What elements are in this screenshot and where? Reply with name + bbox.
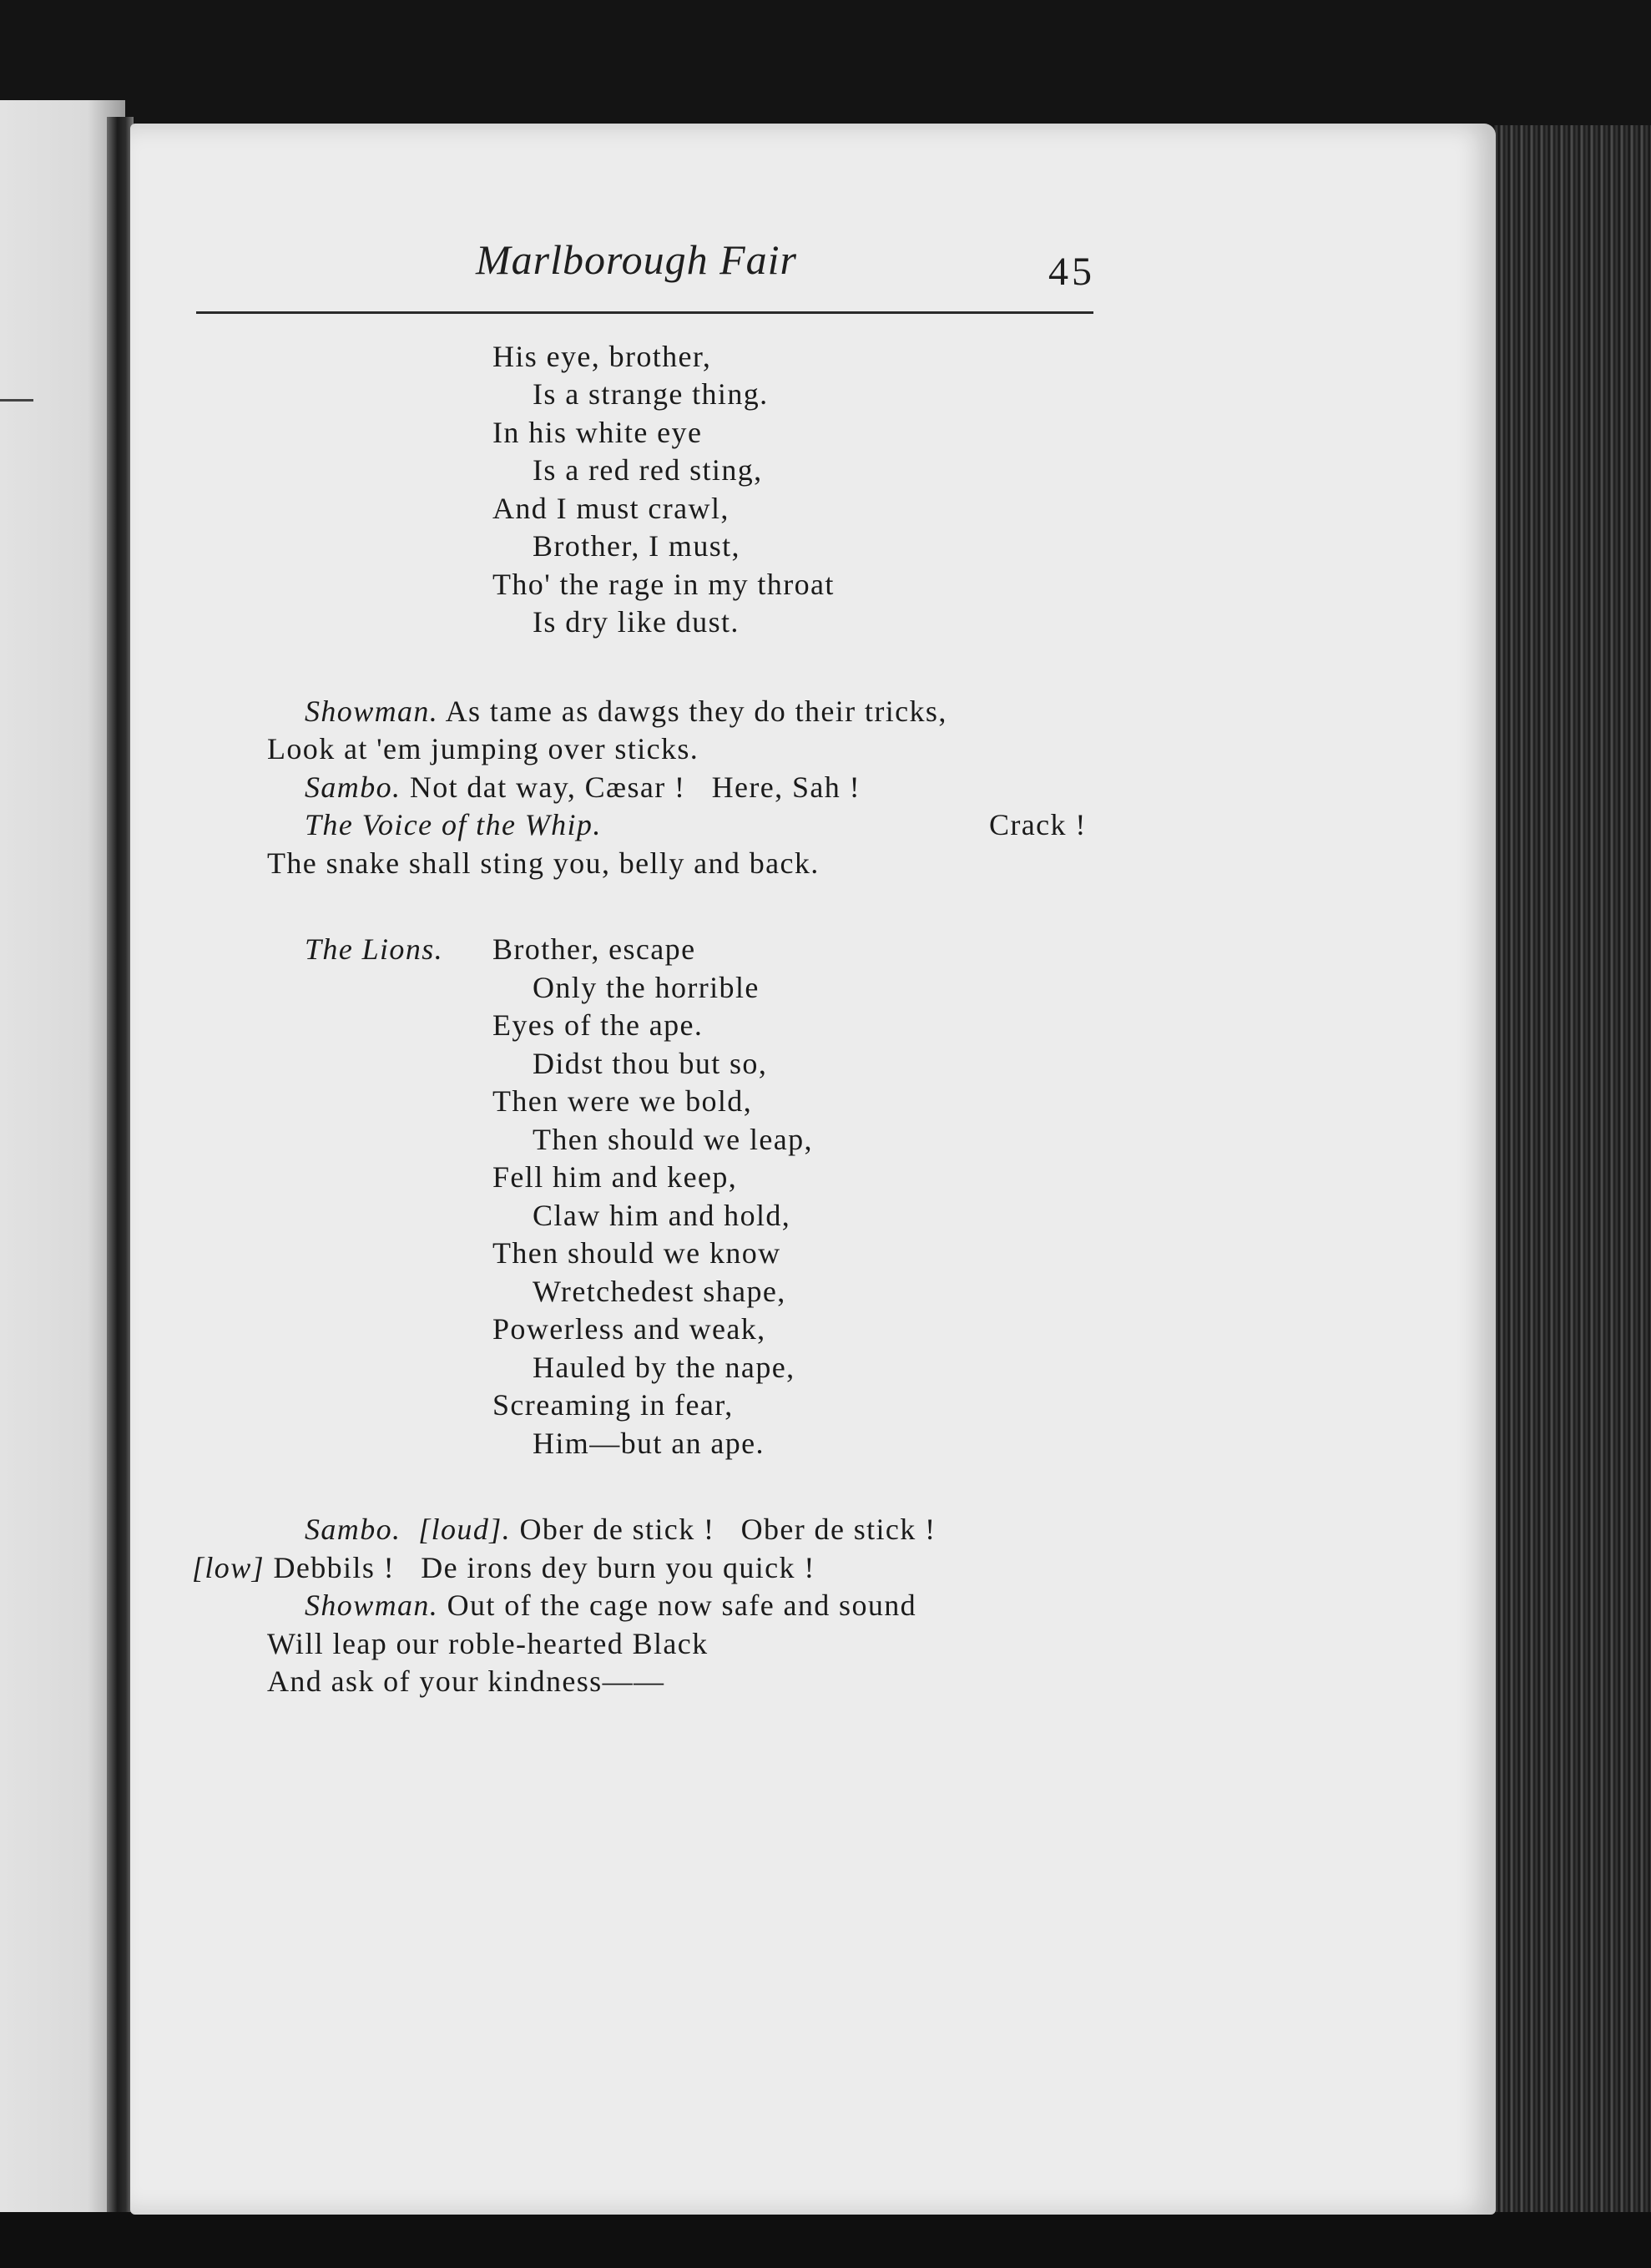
- verse-line: And I must crawl,: [492, 492, 730, 525]
- verse-line: Eyes of the ape.: [492, 1008, 704, 1042]
- verse-line: In his white eye: [492, 416, 703, 449]
- verse-line: Then should we leap,: [533, 1123, 813, 1156]
- verse-line: Is a red red sting,: [533, 453, 763, 487]
- speaker-label: The Lions.: [305, 932, 444, 966]
- speech-line: Will leap our roble-hearted Black: [267, 1627, 709, 1660]
- speech-line: [305, 1587, 916, 1624]
- speech-line: And ask of your kindness——: [267, 1664, 665, 1698]
- verse-line: Powerless and weak,: [492, 1312, 766, 1346]
- verse-line: Brother, I must,: [533, 529, 740, 563]
- verse-line: Is a strange thing.: [533, 377, 769, 411]
- verse-line: Then were we bold,: [492, 1084, 753, 1118]
- speaker-label: Sambo.: [305, 770, 401, 804]
- speech-line: Look at 'em jumping over sticks.: [267, 732, 699, 765]
- verse-line: Didst thou but so,: [533, 1047, 768, 1080]
- speech-text: Out of the cage now safe and sound: [447, 1589, 917, 1622]
- speech-line: [305, 693, 947, 730]
- verse-line: Him—but an ape.: [533, 1427, 765, 1460]
- speaker-label: The Voice of the Whip.: [305, 808, 602, 841]
- book-page: [130, 124, 1496, 2215]
- speech-text: As tame as dawgs they do their tricks,: [445, 695, 947, 728]
- verse-line: Hauled by the nape,: [533, 1351, 795, 1384]
- page-number: 45: [1048, 250, 1095, 294]
- running-title: Marlborough Fair: [476, 236, 797, 283]
- verse-line: Is dry like dust.: [533, 605, 740, 639]
- verse-line: Only the horrible: [533, 971, 760, 1004]
- speaker-label: Showman.: [305, 1589, 439, 1622]
- verse-line: Tho' the rage in my throat: [492, 568, 835, 601]
- verse-line: Claw him and hold,: [533, 1199, 791, 1232]
- speech-line: The snake shall sting you, belly and back.: [267, 846, 820, 880]
- verse-line: Fell him and keep,: [492, 1160, 738, 1194]
- facing-page-rule: [0, 399, 33, 402]
- speech-text: Not dat way, Cæsar ! Here, Sah !: [409, 770, 861, 804]
- speech-line: [305, 769, 861, 806]
- stage-direction: [loud].: [418, 1513, 512, 1546]
- speech-text: Ober de stick ! Ober de stick !: [519, 1513, 937, 1546]
- whip-crack: Crack !: [989, 808, 1087, 841]
- speech-line: [192, 1549, 815, 1586]
- speech-text: Debbils ! De irons dey burn you quick !: [273, 1551, 815, 1584]
- speech-line: [305, 1511, 937, 1548]
- speaker-label: Sambo.: [305, 1513, 401, 1546]
- verse-line: Screaming in fear,: [492, 1388, 734, 1422]
- page-block-edges: [1494, 125, 1651, 2229]
- bottom-shadow: [0, 2212, 1651, 2268]
- verse-line: His eye, brother,: [492, 340, 712, 373]
- header-rule: [196, 311, 1093, 314]
- verse-line: Wretchedest shape,: [533, 1275, 786, 1308]
- verse-line: Then should we know: [492, 1236, 781, 1270]
- speaker-label: Showman.: [305, 695, 439, 728]
- stage-direction: [low]: [192, 1551, 265, 1584]
- verse-line: Brother, escape: [492, 932, 696, 966]
